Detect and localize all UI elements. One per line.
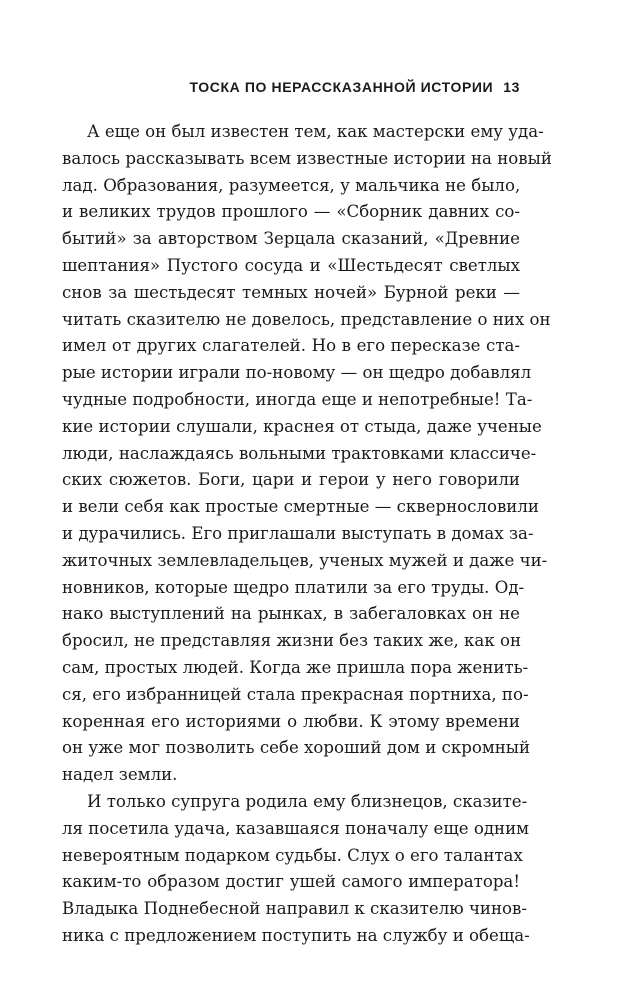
text-line: житочных землевладельцев, ученых мужей и даже чи- [62,550,548,570]
text-line: читать сказителю не довелось, представление о них он [62,309,551,329]
text-line: надел земли. [62,765,178,785]
page-number: 13 [503,79,520,95]
text-line: невероятным подарком судьбы. Слух о его талантах [62,845,523,865]
text-line: И только супруга родила ему близнецов, сказите- [87,791,528,811]
text-line: нако выступлений на рынках, в забегаловках он не [62,604,520,624]
body-text [62,119,552,950]
text-line: лад. Образования, разумеется, у мальчика не было, [62,175,521,195]
text-line: шептания» Пустого сосуда и «Шестьдесят светлых [62,255,520,275]
text-line: он уже мог позволить себе хороший дом и скромный [62,738,531,758]
text-line: каким-то образом достиг ушей самого императора! [62,872,520,892]
text-line: ника с предложением поступить на службу и обеща- [62,925,530,945]
text-line: бросил, не представляя жизни без таких же, как он [62,631,522,651]
text-line: бытий» за авторством Зерцала сказаний, «Древние [62,229,520,249]
text-line: и дурачились. Его приглашали выступать в домах за- [62,523,534,543]
text-line: сам, простых людей. Когда же пришла пора женить- [62,657,529,677]
text-line: ских сюжетов. Боги, цари и герои у него говорили [62,470,520,490]
text-line: ся, его избранницей стала прекрасная портниха, по- [62,684,529,704]
text-line: чудные подробности, иногда еще и непотребные! Та- [62,389,533,409]
text-line: кие истории слушали, краснея от стыда, даже ученые [62,416,542,436]
text-line: ля посетила удача, казавшаяся поначалу еще одним [62,818,530,838]
text-line: коренная его историями о любви. К этому времени [62,711,520,731]
text-line: имел от других слагателей. Но в его пересказе ста- [62,336,520,356]
text-line: люди, наслаждаясь вольными трактовками классиче- [62,443,537,463]
text-line: и вели себя как простые смертные — сквернословили [62,497,539,517]
text-line: новников, которые щедро платили за его труды. Од- [62,577,525,597]
text-line: валось рассказывать всем известные истории на новый [62,148,552,168]
text-line: Владыка Поднебесной направил к сказителю чинов- [62,899,527,919]
text-line: рые истории играли по-новому — он щедро добавлял [62,363,532,383]
text-line: А еще он был известен тем, как мастерски ему уда- [87,122,544,141]
chapter-title: ТОСКА ПО НЕРАССКАЗАННОЙ ИСТОРИИ [189,79,494,95]
text-line: и великих трудов прошлого — «Сборник давних со- [62,202,520,222]
text-line: снов за шестьдесят темных ночей» Бурной реки — [62,282,520,302]
running-header [160,77,520,97]
